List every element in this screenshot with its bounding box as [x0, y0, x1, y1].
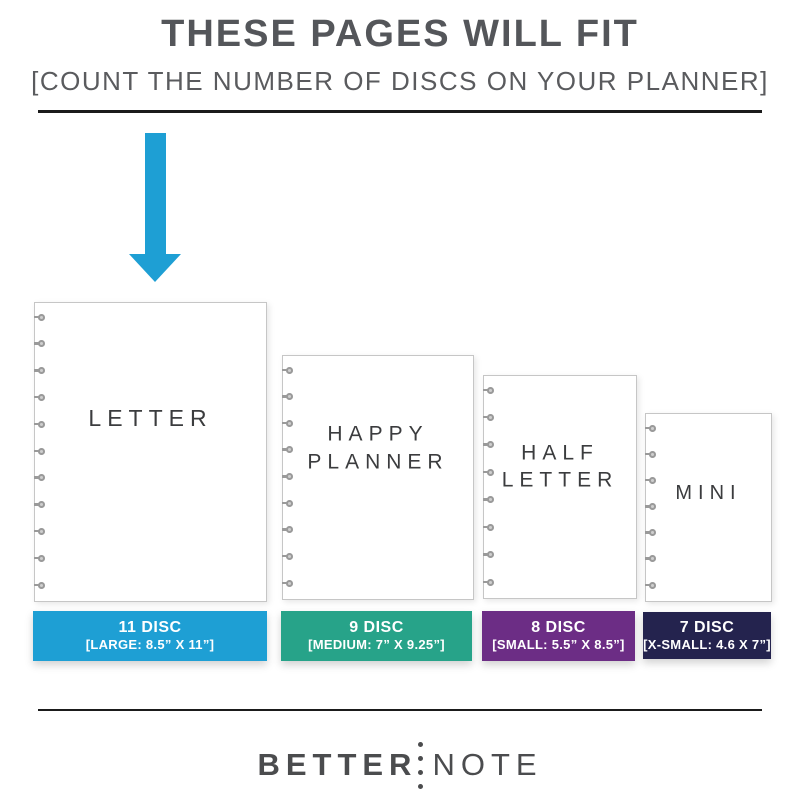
disc-hole	[487, 387, 494, 394]
disc-count-label: 7 DISC	[679, 618, 735, 636]
disc-count-label: 8 DISC	[531, 619, 586, 637]
disc-hole	[286, 473, 293, 480]
bottom-divider	[38, 709, 762, 711]
disc-hole	[649, 425, 656, 432]
disc-hole	[487, 469, 494, 476]
logo-text-note: NOTE	[432, 747, 543, 782]
disc-hole	[286, 420, 293, 427]
logo-dots-icon	[418, 742, 423, 789]
disc-hole	[487, 524, 494, 531]
page-name-label: HALF LETTER	[501, 441, 619, 493]
disc-hole	[649, 477, 656, 484]
disc-hole	[487, 579, 494, 586]
disc-hole	[38, 474, 45, 481]
size-bar-happy-planner	[281, 611, 472, 661]
disc-hole	[286, 393, 293, 400]
disc-hole	[38, 582, 45, 589]
size-bar-mini	[643, 612, 771, 659]
disc-hole	[286, 500, 293, 507]
logo-text-better: BETTER	[257, 747, 418, 782]
page-mockup-mini	[645, 413, 772, 602]
disc-hole	[286, 446, 293, 453]
disc-hole	[286, 580, 293, 587]
disc-hole	[38, 555, 45, 562]
disc-hole	[649, 555, 656, 562]
size-bar-half-letter	[482, 611, 635, 661]
page-mockup-letter	[34, 302, 267, 602]
disc-hole	[286, 553, 293, 560]
disc-hole	[286, 367, 293, 374]
down-arrow-head-icon	[129, 254, 181, 282]
disc-hole	[649, 529, 656, 536]
disc-hole	[38, 394, 45, 401]
disc-hole	[487, 496, 494, 503]
disc-count-label: 11 DISC	[118, 619, 182, 637]
disc-hole	[487, 441, 494, 448]
disc-hole	[38, 421, 45, 428]
page-name-label: MINI	[675, 481, 742, 504]
brand-logo	[0, 737, 800, 793]
dimensions-label: [LARGE: 8.5” X 11”]	[85, 637, 215, 653]
disc-hole	[649, 451, 656, 458]
page-mockup-half-letter	[483, 375, 637, 599]
disc-hole	[38, 448, 45, 455]
disc-hole	[487, 414, 494, 421]
size-bar-letter	[33, 611, 267, 661]
disc-hole	[38, 528, 45, 535]
disc-hole	[38, 314, 45, 321]
dimensions-label: [MEDIUM: 7” X 9.25”]	[308, 637, 445, 653]
disc-hole	[286, 526, 293, 533]
top-divider	[38, 110, 762, 113]
disc-hole	[38, 501, 45, 508]
disc-count-label: 9 DISC	[349, 619, 404, 637]
page-title: THESE PAGES WILL FIT	[161, 13, 639, 55]
page-name-label: LETTER	[88, 405, 213, 432]
disc-hole	[487, 551, 494, 558]
dimensions-label: [SMALL: 5.5” X 8.5”]	[492, 637, 625, 653]
page-subtitle: [COUNT THE NUMBER OF DISCS ON YOUR PLANNER]	[31, 66, 769, 96]
disc-hole	[38, 340, 45, 347]
page-name-label: HAPPY PLANNER	[307, 423, 449, 474]
disc-hole	[649, 582, 656, 589]
page-mockup-happy-planner	[282, 355, 474, 600]
dimensions-label: [X-SMALL: 4.6 X 7”]	[643, 636, 771, 652]
down-arrow-icon	[145, 133, 166, 255]
disc-hole	[649, 503, 656, 510]
disc-hole	[38, 367, 45, 374]
